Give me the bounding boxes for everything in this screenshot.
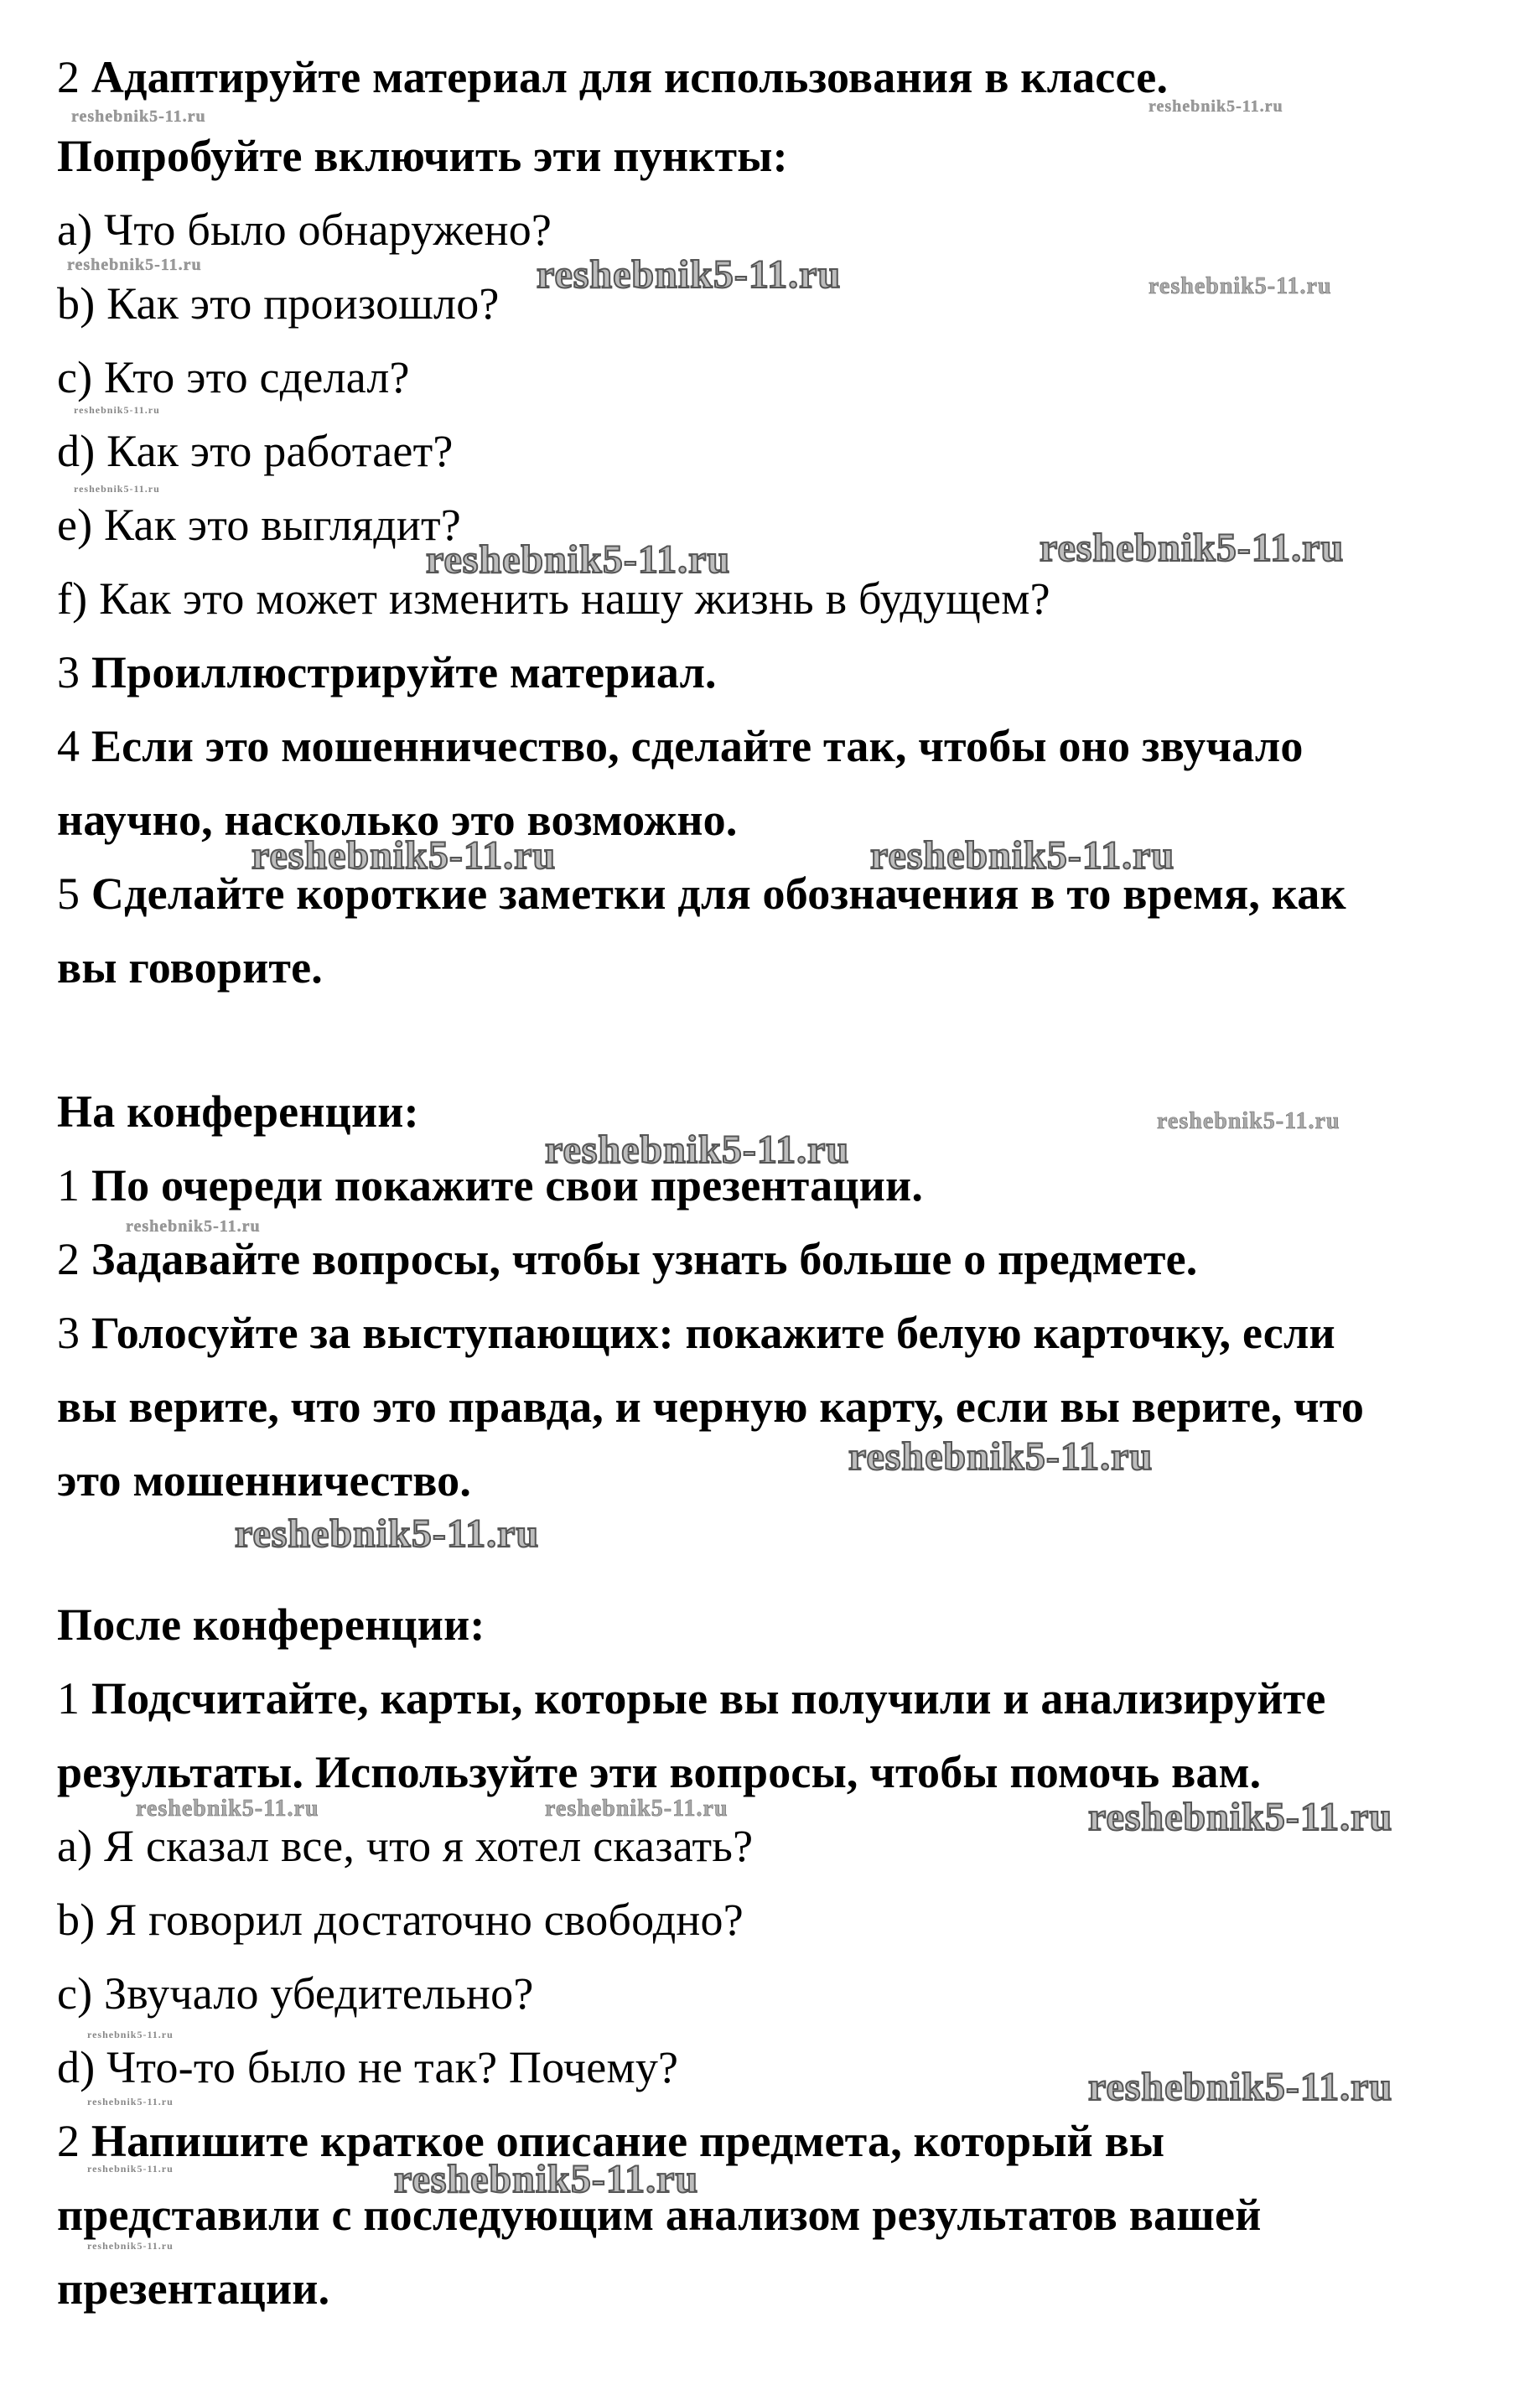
watermark: reshebnik5-11.ru bbox=[67, 256, 202, 274]
watermark: reshebnik5-11.ru bbox=[1040, 526, 1345, 570]
text-line-29: презентации. bbox=[57, 2263, 330, 2314]
text-line-19: это мошенничество. bbox=[57, 1455, 472, 1506]
text-line-12: 5 Сделайте короткие заметки для обозначения в то время, как bbox=[57, 868, 1346, 919]
text-line-06: d) Как это работает? bbox=[57, 426, 454, 476]
section-heading-conference: На конференции: bbox=[57, 1086, 419, 1137]
text-line-03: a) Что было обнаружено? bbox=[57, 205, 552, 255]
watermark: reshebnik5-11.ru bbox=[71, 107, 206, 126]
watermark: reshebnik5-11.ru bbox=[74, 483, 160, 495]
watermark: reshebnik5-11.ru bbox=[1149, 97, 1283, 116]
watermark: reshebnik5-11.ru bbox=[1157, 1108, 1340, 1134]
watermark: reshebnik5-11.ru bbox=[74, 404, 160, 416]
text-line-08: f) Как это может изменить нашу жизнь в будущем? bbox=[57, 573, 1050, 624]
watermark: reshebnik5-11.ru bbox=[545, 1796, 729, 1822]
text-line-02: Попробуйте включить эти пункты: bbox=[57, 131, 788, 181]
watermark: reshebnik5-11.ru bbox=[426, 537, 731, 582]
text-line-17: 3 Голосуйте за выступающих: покажите белую карточку, если bbox=[57, 1308, 1335, 1358]
watermark: reshebnik5-11.ru bbox=[126, 1217, 261, 1236]
text-line-27: 2 Напишите краткое описание предмета, который вы bbox=[57, 2116, 1165, 2166]
watermark: reshebnik5-11.ru bbox=[87, 2029, 174, 2040]
text-line-23: a) Я сказал все, что я хотел сказать? bbox=[57, 1821, 754, 1871]
watermark: reshebnik5-11.ru bbox=[87, 2240, 174, 2252]
text-line-13: вы говорите. bbox=[57, 942, 323, 993]
text-line-11: научно, насколько это возможно. bbox=[57, 795, 738, 845]
text-line-10: 4 Если это мошенничество, сделайте так, чтобы оно звучало bbox=[57, 721, 1304, 771]
watermark: reshebnik5-11.ru bbox=[235, 1511, 540, 1556]
watermark: reshebnik5-11.ru bbox=[870, 833, 1175, 878]
text-line-28: представили с последующим анализом результатов вашей bbox=[57, 2190, 1262, 2240]
watermark: reshebnik5-11.ru bbox=[1149, 273, 1332, 299]
text-line-15: 1 По очереди покажите свои презентации. bbox=[57, 1160, 924, 1210]
watermark: reshebnik5-11.ru bbox=[136, 1796, 319, 1822]
watermark: reshebnik5-11.ru bbox=[537, 252, 842, 297]
section-heading-after-conference: После конференции: bbox=[57, 1599, 485, 1650]
text-line-09: 3 Проиллюстрируйте материал. bbox=[57, 647, 717, 697]
text-line-26: d) Что-то было не так? Почему? bbox=[57, 2042, 679, 2092]
text-line-07: e) Как это выглядит? bbox=[57, 500, 461, 550]
watermark: reshebnik5-11.ru bbox=[545, 1128, 850, 1172]
text-line-24: b) Я говорил достаточно свободно? bbox=[57, 1895, 744, 1945]
watermark: reshebnik5-11.ru bbox=[394, 2157, 699, 2201]
watermark: reshebnik5-11.ru bbox=[1088, 1795, 1393, 1839]
watermark: reshebnik5-11.ru bbox=[251, 833, 557, 878]
watermark: reshebnik5-11.ru bbox=[1088, 2065, 1393, 2109]
text-line-22: результаты. Используйте эти вопросы, чтобы помочь вам. bbox=[57, 1747, 1262, 1797]
text-line-18: вы верите, что это правда, и черную карту, если вы верите, что bbox=[57, 1382, 1365, 1432]
text-line-21: 1 Подсчитайте, карты, которые вы получили и анализируйте bbox=[57, 1673, 1326, 1724]
text-line-01: 2 Адаптируйте материал для использования в классе. bbox=[57, 52, 1169, 102]
text-line-04: b) Как это произошло? bbox=[57, 278, 500, 329]
watermark: reshebnik5-11.ru bbox=[87, 2163, 174, 2175]
watermark: reshebnik5-11.ru bbox=[87, 2096, 174, 2107]
text-line-16: 2 Задавайте вопросы, чтобы узнать больше о предмете. bbox=[57, 1234, 1198, 1284]
watermark: reshebnik5-11.ru bbox=[848, 1434, 1154, 1479]
text-line-25: c) Звучало убедительно? bbox=[57, 1968, 534, 2019]
text-line-05: c) Кто это сделал? bbox=[57, 352, 410, 402]
